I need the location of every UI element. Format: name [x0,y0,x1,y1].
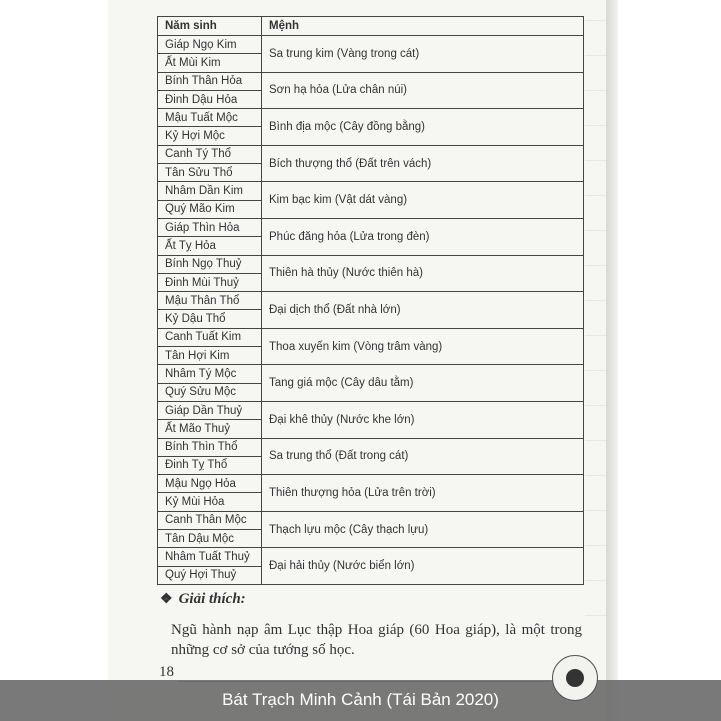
table-row [158,255,584,273]
header-fate: Mệnh [262,17,584,36]
birth-year-cell: Mậu Ngọ Hỏa [158,475,262,493]
fate-cell: Thoa xuyến kim (Vòng trâm vàng) [262,328,584,365]
fate-cell: Thiên thượng hỏa (Lửa trên trời) [262,475,584,512]
table-row [158,511,584,529]
table-row [158,109,584,127]
table-row [158,401,584,419]
table-row [158,292,584,310]
fate-cell: Phúc đăng hỏa (Lửa trong đèn) [262,218,584,255]
fate-cell: Sa trung kim (Vàng trong cát) [262,36,584,73]
fate-cell: Thiên hà thủy (Nước thiên hà) [262,255,584,292]
birth-year-cell: Đinh Mùi Thuỷ [158,273,262,291]
birth-year-cell: Canh Tuất Kim [158,328,262,346]
fate-cell: Thạch lựu mộc (Cây thạch lựu) [262,511,584,548]
birth-year-cell: Kỷ Mùi Hỏa [158,493,262,511]
fate-cell: Sa trung thổ (Đất trong cát) [262,438,584,475]
fate-cell: Đại hải thủy (Nước biển lớn) [262,548,584,585]
fate-cell: Đại dịch thổ (Đất nhà lớn) [262,292,584,329]
header-birth-year: Năm sinh [158,17,262,36]
table-header-row [158,17,584,36]
birth-year-cell: Ất Mùi Kim [158,54,262,72]
page-edge [606,0,618,721]
table-row [158,36,584,54]
birth-year-cell: Bính Thìn Thổ [158,438,262,456]
fate-cell: Đại khê thủy (Nước khe lớn) [262,401,584,438]
table-row [158,328,584,346]
table-row [158,438,584,456]
page-number: 18 [159,664,174,680]
birth-year-cell: Kỷ Hợi Mộc [158,127,262,145]
table-row [158,145,584,163]
birth-year-cell: Quý Sửu Mộc [158,383,262,401]
table-row [158,365,584,383]
birth-year-cell: Kỷ Dậu Thổ [158,310,262,328]
explanation-paragraph [171,620,582,660]
explanation-heading [160,591,246,608]
birth-year-cell: Quý Hợi Thuỷ [158,566,262,584]
birth-year-cell: Tân Sửu Thổ [158,164,262,182]
birth-year-cell: Nhâm Tý Mộc [158,365,262,383]
birth-year-cell: Bính Ngọ Thuỷ [158,255,262,273]
product-caption: Bát Trạch Minh Cảnh (Tái Bản 2020) [222,690,499,709]
fate-cell: Bích thượng thổ (Đất trên vách) [262,145,584,182]
fate-table [157,16,584,585]
birth-year-cell: Mậu Tuất Mộc [158,109,262,127]
birth-year-cell: Đinh Dậu Hỏa [158,90,262,108]
table-row [158,475,584,493]
fate-cell: Sơn hạ hỏa (Lửa chân núi) [262,72,584,109]
birth-year-cell: Quý Mão Kim [158,200,262,218]
fate-table-body [158,36,584,585]
birth-year-cell: Đinh Tỵ Thổ [158,456,262,474]
birth-year-cell: Giáp Ngọ Kim [158,36,262,54]
birth-year-cell: Canh Tý Thổ [158,145,262,163]
explanation-title: Giải thích: [178,591,246,607]
birth-year-cell: Giáp Thìn Hỏa [158,218,262,236]
diamond-ornament-icon: ❖ [160,592,173,607]
birth-year-cell: Nhâm Dần Kim [158,182,262,200]
table-row [158,218,584,236]
table-row [158,182,584,200]
table-row [158,72,584,90]
table-row [158,548,584,566]
paragraph-line-2: những cơ sở của tướng số học. [171,642,355,658]
fate-cell: Kim bạc kim (Vật dát vàng) [262,182,584,219]
birth-year-cell: Canh Thân Mộc [158,511,262,529]
birth-year-cell: Mậu Thân Thổ [158,292,262,310]
fate-cell: Bình địa mộc (Cây đồng bằng) [262,109,584,146]
birth-year-cell: Nhâm Tuất Thuỷ [158,548,262,566]
birth-year-cell: Bính Thân Hỏa [158,72,262,90]
birth-year-cell: Ất Mão Thuỷ [158,420,262,438]
birth-year-cell: Tân Hợi Kim [158,347,262,365]
birth-year-cell: Giáp Dần Thuỷ [158,401,262,419]
fate-cell: Tang giá mộc (Cây dâu tằm) [262,365,584,402]
birth-year-cell: Tân Dậu Mộc [158,530,262,548]
birth-year-cell: Ất Tỵ Hỏa [158,237,262,255]
paragraph-line-1: Ngũ hành nạp âm Lục thập Hoa giáp (60 Hoa giáp), là một trong [171,622,582,638]
